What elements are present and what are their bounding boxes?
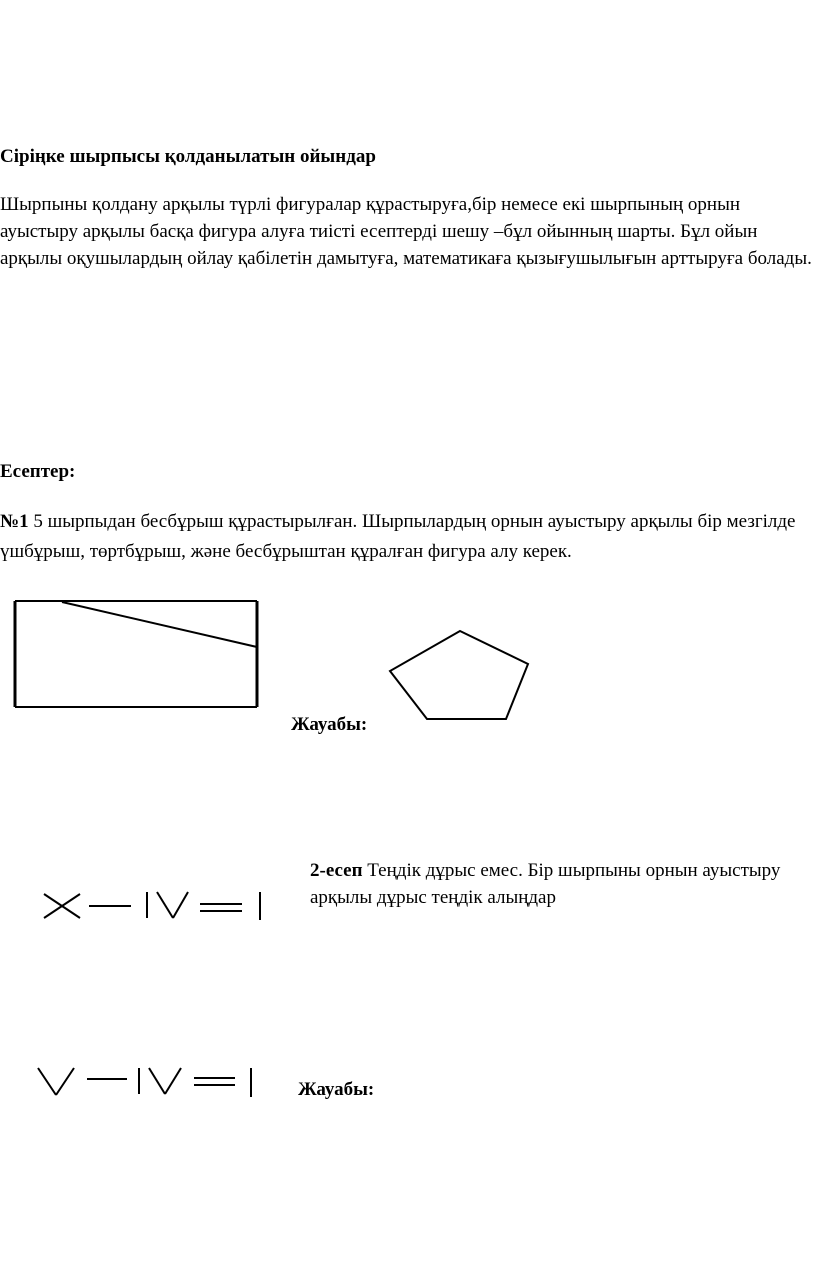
task-2-number: 2-есеп [310, 860, 363, 881]
intro-paragraph: Шырпыны қолдану арқылы түрлі фигуралар құрастыруға,бір немесе екі шырпының орнын ауыстыру арқылы басқа фигура алуға тиісті есептерді шешу –бұл ойынның шарты. Бұл ойын арқылы оқушылардың ойлау қабілетін дамытуға, математикаға қызығушылығын арттыруға болады. [0, 194, 812, 269]
equation-answer-figure [38, 1068, 251, 1097]
task-2-text: Теңдік дұрыс емес. Бір шырпыны орнын ауыстыру арқылы дұрыс теңдік алыңдар [310, 860, 781, 908]
equation-wrong-figure [44, 892, 260, 920]
task-1-text: 5 шырпыдан бесбұрыш құрастырылған. Шырпылардың орнын ауыстыру арқылы бір мезгілде үшбұрыш, төртбұрыш, және бесбұрыштан құралған фигура алу керек. [0, 511, 796, 562]
task-2 [310, 857, 790, 911]
page-title: Сіріңке шырпысы қолданылатын ойындар [0, 146, 376, 167]
matchstick-pentagon-figure [390, 631, 528, 719]
task-1-answer-label: Жауабы: [291, 714, 368, 735]
section-heading: Есептер: [0, 461, 76, 482]
task-1-number: №1 [0, 511, 29, 532]
task-2-answer-label: Жауабы: [298, 1079, 375, 1100]
